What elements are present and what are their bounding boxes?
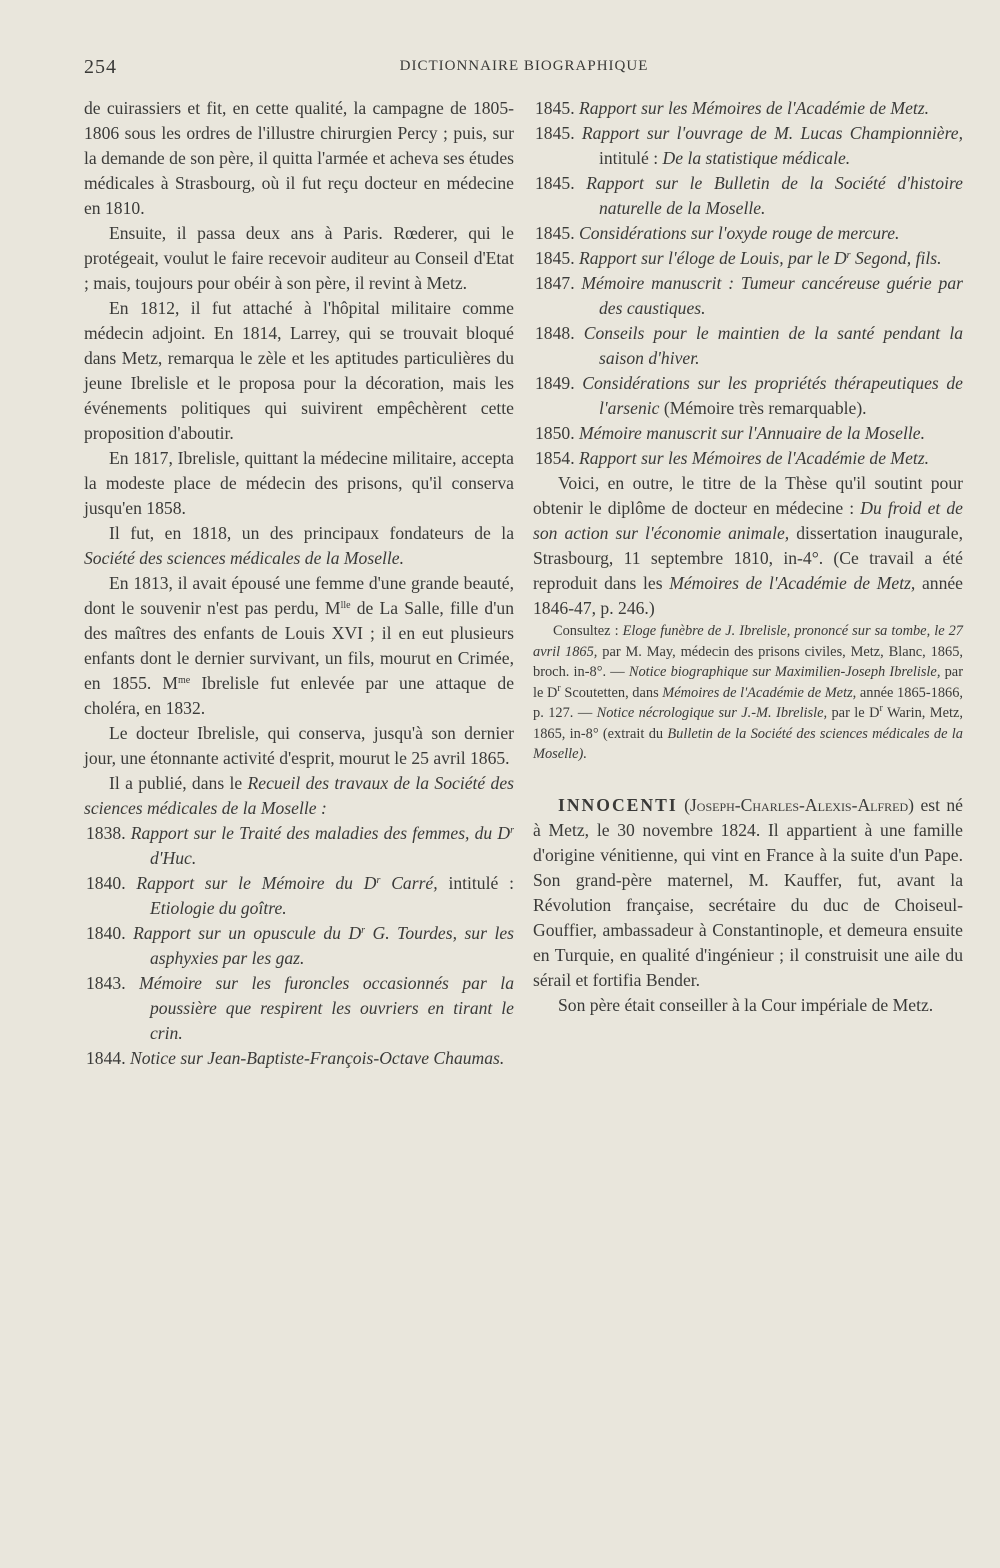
paragraph: Son père était conseiller à la Cour impériale de Metz. (558, 994, 934, 1015)
paragraph: Il fut, en 1818, un des principaux fondateurs de la Société des sciences médicales de la Moselle. (84, 523, 514, 568)
paragraph: En 1813, il avait épousé une femme d'une grande beauté, dont le souvenir n'est pas perdu, $M^{lle}$ de La Salle, fille d'un des maîtres des enfants de Louis XVI ; il en eut plusieurs enfants dont le dernier survivant, un fils, mourut en Crimée, en 1855. $M^{me}$ Ibrelisle fut enlevée par une attaque de choléra, en 1832. (84, 573, 514, 718)
entry-heading: INNOCENTI (558, 794, 678, 815)
bibliography-entry: 1838. Rapport sur le Traité des maladies des femmes, du $D^r$ d'Huc. (86, 823, 514, 868)
paragraph: En 1817, Ibrelisle, quittant la médecine militaire, accepta la modeste place de médecin des prisons, qu'il conserva jusqu'en 1858. (84, 448, 514, 518)
left-column (84, 96, 514, 1071)
page-header (84, 56, 964, 82)
paragraph: Voici, en outre, le titre de la Thèse qu'il soutint pour obtenir le diplôme de docteur en médecine : Du froid et de son action sur l'économie animale, dissertation inaugurale, Strasbourg, 11 septembre 1810, in-4°. (Ce travail a été reproduit dans les Mémoires de l'Académie de Metz, année 1846-47, p. 246.) (533, 473, 963, 618)
running-title: DICTIONNAIRE BIOGRAPHIQUE (399, 58, 649, 74)
bibliography-entry: 1844. Notice sur Jean-Baptiste-François-Octave Chaumas. (86, 1048, 505, 1068)
bibliography-entry: 1845. Rapport sur les Mémoires de l'Académie de Metz. (535, 98, 930, 118)
bibliography-entry: 1850. Mémoire manuscrit sur l'Annuaire de la Moselle. (535, 423, 925, 443)
consult-references: Consultez : Eloge funèbre de J. Ibrelisle, prononcé sur sa tombe, le 27 avril 1865, par M. May, médecin des prisons civiles, Metz, Blanc, 1865, broch. in-8°. — Notice biographique sur Maximilien-Joseph Ibrelisle, par le $D^r$ Scoutetten, dans Mémoires de l'Académie de Metz, année 1865-1866, p. 127. — Notice nécrologique sur J.-M. Ibrelisle, par le $D^r$ Warin, Metz, 1865, in-8° (extrait du Bulletin de la Société des sciences médicales de la Moselle). (533, 623, 964, 762)
bibliography-entry: 1848. Conseils pour le maintien de la santé pendant la saison d'hiver. (535, 323, 963, 368)
page-number: 254 (84, 56, 117, 78)
bibliography-entry: 1845. Rapport sur le Bulletin de la Société d'histoire naturelle de la Moselle. (535, 173, 963, 218)
paragraph: de cuirassiers et fit, en cette qualité, la campagne de 1805-1806 sous les ordres de l'illustre chirurgien Percy ; puis, sur la demande de son père, il quitta l'armée et acheva ses études médicales à Strasbourg, où il fut reçu docteur en médecine en 1810. (84, 98, 514, 218)
bibliography-entry: 1840. Rapport sur un opuscule du $D^r$ G. Tourdes, sur les asphyxies par les gaz. (86, 923, 514, 968)
section-spacer (533, 765, 963, 793)
paragraph: Le docteur Ibrelisle, qui conserva, jusqu'à son dernier jour, une étonnante activité d'esprit, mourut le 25 avril 1865. (84, 723, 514, 768)
bibliography-entry: 1845. Rapport sur l'éloge de Louis, par le $D^r$ Segond, fils. (535, 248, 942, 268)
bibliography-entry: 1845. Rapport sur l'ouvrage de M. Lucas Championnière, intitulé : De la statistique médicale. (535, 123, 963, 168)
bibliography-entry: 1845. Considérations sur l'oxyde rouge de mercure. (535, 223, 900, 243)
paragraph: Il a publié, dans le Recueil des travaux de la Société des sciences médicales de la Moselle : (84, 773, 514, 818)
bibliography-entry: 1847. Mémoire manuscrit : Tumeur cancéreuse guérie par des caustiques. (535, 273, 963, 318)
right-column (533, 96, 963, 1018)
paragraph: En 1812, il fut attaché à l'hôpital militaire comme médecin adjoint. En 1814, Larrey, qui se trouvait bloqué dans Metz, remarqua le zèle et les aptitudes particulières du jeune Ibrelisle et le proposa pour la décoration, mais les événements politiques qui suivirent empêchèrent cette proposition d'aboutir. (84, 298, 514, 443)
bibliography-entry: 1843. Mémoire sur les furoncles occasionnés par la poussière que respirent les ouvriers en tirant le crin. (86, 973, 514, 1043)
paragraph: INNOCENTI (Joseph-Charles-Alexis-Alfred) est né à Metz, le 30 novembre 1824. Il appartient à une famille d'origine vénitienne, qui vint en France à la suite d'un Pape. Son grand-père maternel, M. Kauffer, fut, avant la Révolution française, secrétaire du duc de Choiseul-Gouffier, ambassadeur à Constantinople, et demeura ensuite en Turquie, en qualité d'ingénieur ; il construisit une aile du sérail et fortifia Bender. (533, 794, 963, 990)
bibliography-entry: 1849. Considérations sur les propriétés thérapeutiques de l'arsenic (Mémoire très remarquable). (535, 373, 963, 418)
bibliography-entry: 1854. Rapport sur les Mémoires de l'Académie de Metz. (535, 448, 930, 468)
bibliography-entry: 1840. Rapport sur le Mémoire du $D^r$ Carré, intitulé : Etiologie du goître. (86, 873, 514, 918)
paragraph: Ensuite, il passa deux ans à Paris. Rœderer, qui le protégeait, voulut le faire recevoir auditeur au Conseil d'Etat ; mais, toujours pour obéir à son père, il revint à Metz. (84, 223, 514, 293)
